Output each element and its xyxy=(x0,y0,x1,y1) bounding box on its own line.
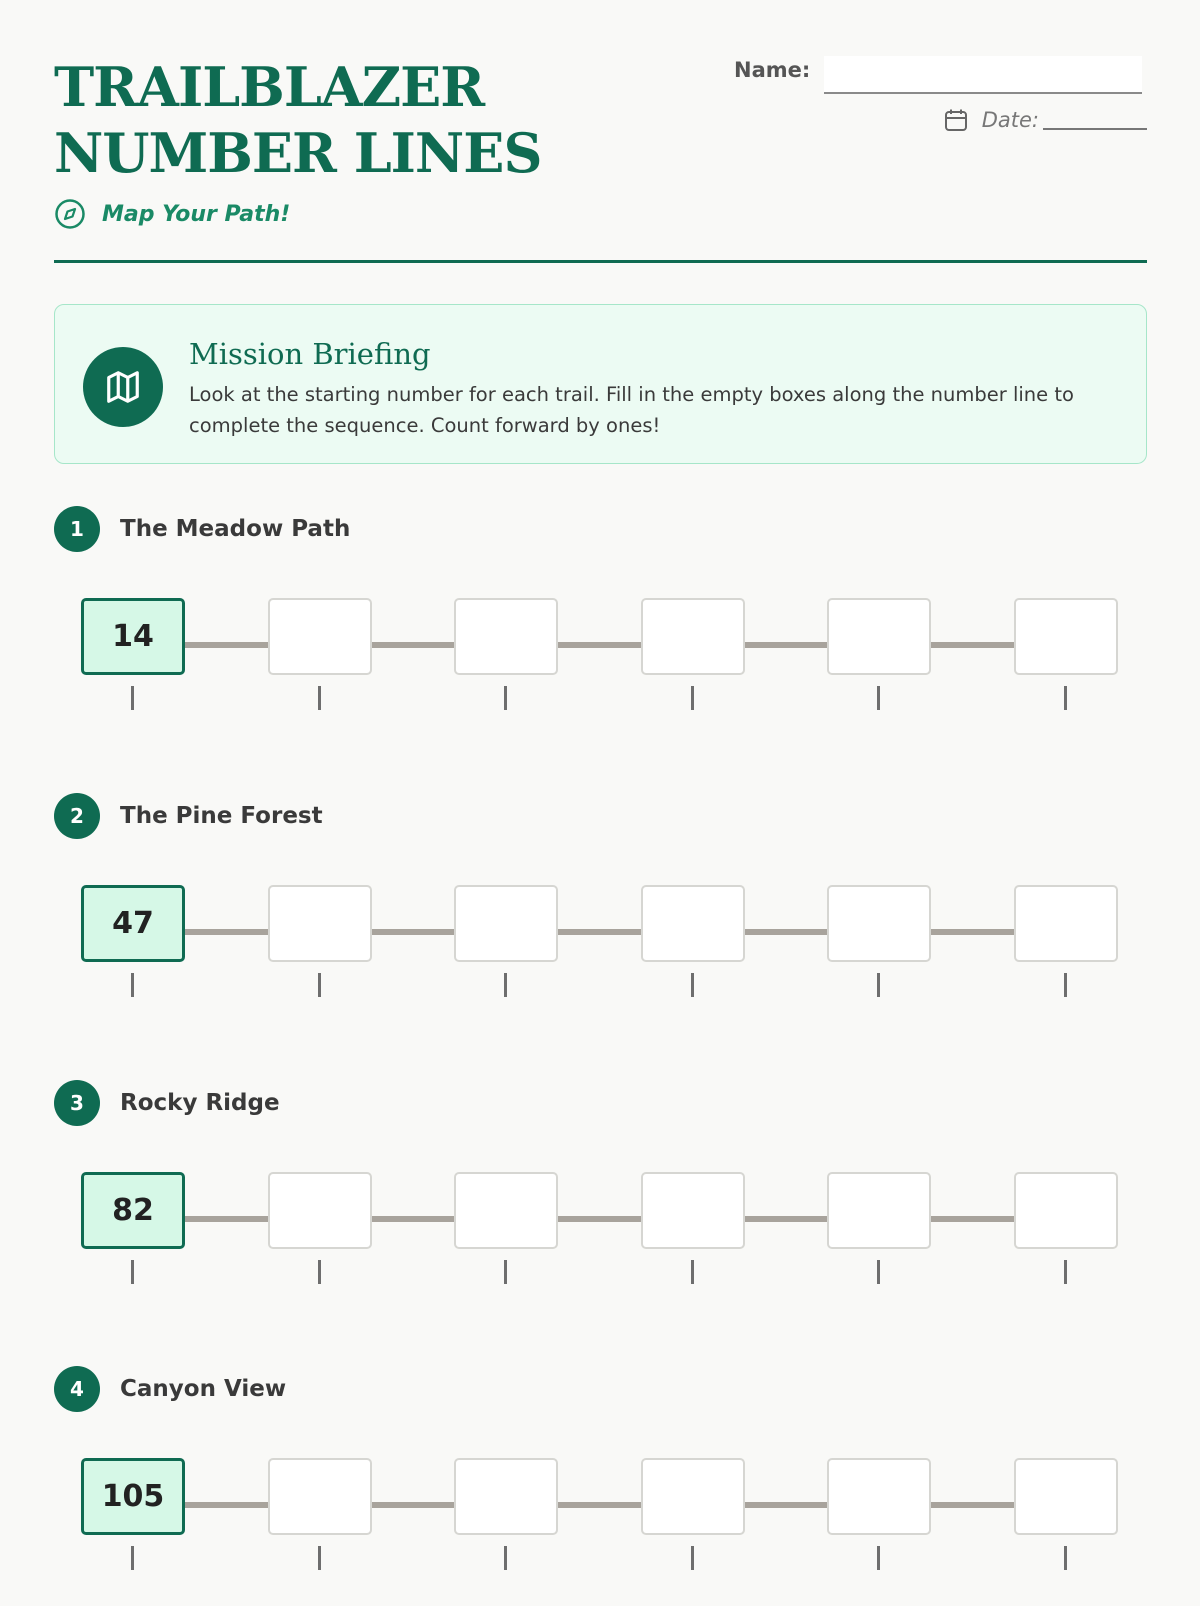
trail-title: Rocky Ridge xyxy=(120,1090,280,1116)
calendar-icon xyxy=(944,108,968,132)
tick-mark xyxy=(318,1546,321,1570)
answer-box[interactable] xyxy=(1014,885,1118,962)
tick-mark xyxy=(504,1260,507,1284)
trail-section xyxy=(54,1366,1147,1606)
date-field[interactable] xyxy=(1043,110,1147,130)
tick-mark xyxy=(1064,686,1067,710)
answer-box[interactable] xyxy=(827,1172,931,1249)
tick-mark xyxy=(318,973,321,997)
tick-mark xyxy=(877,1546,880,1570)
answer-box[interactable] xyxy=(641,1172,745,1249)
tick-mark xyxy=(504,973,507,997)
tick-mark xyxy=(1064,973,1067,997)
trail-title: The Meadow Path xyxy=(120,516,351,542)
tick-mark xyxy=(1064,1546,1067,1570)
answer-box[interactable] xyxy=(268,598,372,675)
worksheet-header xyxy=(54,54,1147,264)
trail-section xyxy=(54,1080,1147,1320)
trail-title: The Pine Forest xyxy=(120,803,323,829)
answer-box[interactable] xyxy=(641,885,745,962)
trail-number-badge: 4 xyxy=(54,1366,100,1412)
page-title: TRAILBLAZER NUMBER LINES xyxy=(54,55,542,185)
tick-mark xyxy=(877,973,880,997)
trail-header xyxy=(54,793,323,839)
trail-section xyxy=(54,793,1147,1033)
trail-header xyxy=(54,506,350,552)
mission-briefing xyxy=(54,304,1147,464)
start-number-box: 105 xyxy=(81,1458,185,1535)
answer-box[interactable] xyxy=(641,1458,745,1535)
trail-title: Canyon View xyxy=(120,1376,287,1402)
trail-header xyxy=(54,1080,280,1126)
trail-number-badge: 1 xyxy=(54,506,100,552)
start-number-box: 47 xyxy=(81,885,185,962)
name-input[interactable] xyxy=(824,56,1142,94)
answer-box[interactable] xyxy=(827,598,931,675)
answer-box[interactable] xyxy=(454,1172,558,1249)
tick-mark xyxy=(691,973,694,997)
briefing-icon-circle xyxy=(83,347,163,427)
tick-mark xyxy=(691,1260,694,1284)
tick-mark xyxy=(504,1546,507,1570)
start-number-box: 82 xyxy=(81,1172,185,1249)
tick-mark xyxy=(318,686,321,710)
tick-mark xyxy=(131,973,134,997)
tick-mark xyxy=(504,686,507,710)
answer-box[interactable] xyxy=(268,1458,372,1535)
answer-box[interactable] xyxy=(827,885,931,962)
name-row xyxy=(734,56,1142,94)
map-icon xyxy=(104,368,142,406)
answer-box[interactable] xyxy=(827,1458,931,1535)
date-row xyxy=(944,108,1147,132)
date-label: Date: xyxy=(981,108,1039,132)
trail-number-badge: 3 xyxy=(54,1080,100,1126)
subtitle-text: Map Your Path! xyxy=(102,201,291,227)
name-label: Name: xyxy=(734,58,811,82)
compass-icon xyxy=(54,198,86,230)
tick-mark xyxy=(131,686,134,710)
tick-mark xyxy=(1064,1260,1067,1284)
answer-box[interactable] xyxy=(268,885,372,962)
briefing-title: Mission Briefing xyxy=(189,337,431,371)
tick-mark xyxy=(877,1260,880,1284)
answer-box[interactable] xyxy=(1014,1172,1118,1249)
tick-mark xyxy=(131,1546,134,1570)
tick-mark xyxy=(691,686,694,710)
tick-mark xyxy=(318,1260,321,1284)
answer-box[interactable] xyxy=(454,598,558,675)
tick-mark xyxy=(131,1260,134,1284)
briefing-text: Look at the starting number for each trail. Fill in the empty boxes along the number line to complete the sequence. Count forward by ones! xyxy=(189,383,1074,437)
answer-box[interactable] xyxy=(454,1458,558,1535)
answer-box[interactable] xyxy=(454,885,558,962)
answer-box[interactable] xyxy=(641,598,745,675)
subtitle xyxy=(54,198,290,230)
header-divider xyxy=(54,260,1147,263)
answer-box[interactable] xyxy=(268,1172,372,1249)
answer-box[interactable] xyxy=(1014,1458,1118,1535)
trail-section xyxy=(54,506,1147,746)
trail-header xyxy=(54,1366,286,1412)
tick-mark xyxy=(691,1546,694,1570)
start-number-box: 14 xyxy=(81,598,185,675)
trail-number-badge: 2 xyxy=(54,793,100,839)
answer-box[interactable] xyxy=(1014,598,1118,675)
tick-mark xyxy=(877,686,880,710)
